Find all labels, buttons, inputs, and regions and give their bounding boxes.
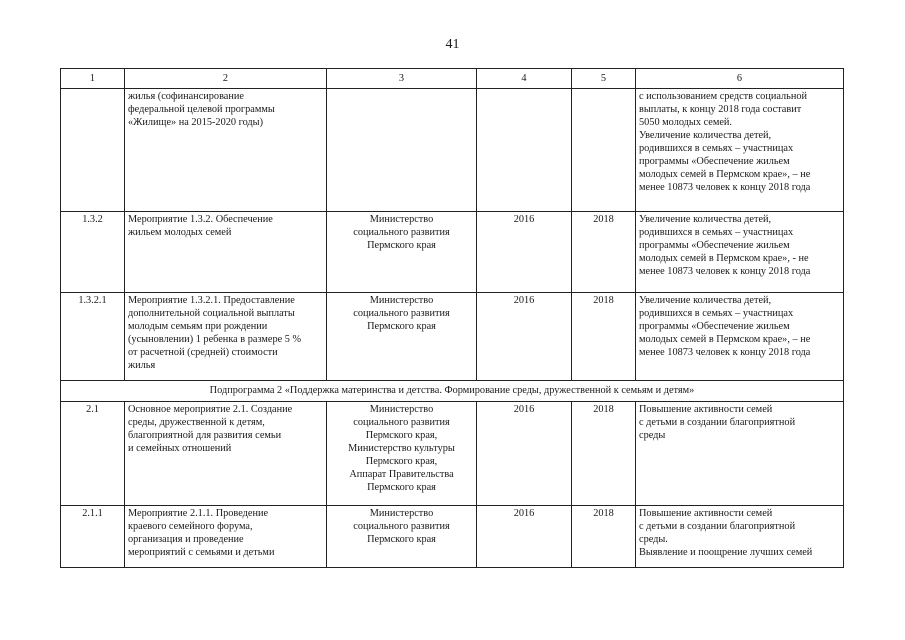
table-header-row <box>61 69 844 89</box>
row-name-cell: Основное мероприятие 2.1. Создание среды, дружественной к детям, благоприятной для развития семьи и семейных отношений <box>125 402 327 506</box>
row-end-cell <box>572 89 636 212</box>
table-row <box>61 506 844 568</box>
row-start-cell: 2016 <box>477 506 572 568</box>
row-name-cell: жилья (софинансирование федеральной целевой программы «Жилище» на 2015-2020 годы) <box>125 89 327 212</box>
header-cell: 3 <box>327 69 477 89</box>
row-result-cell: с использованием средств социальной выплаты, к концу 2018 года составит 5050 молодых семей. Увеличение количества детей, родившихся в семьях – участницах программы «Обеспечение жильем молодых семей в Пермском крае», – не менее 10873 человек к концу 2018 года <box>636 89 844 212</box>
program-table <box>60 68 844 568</box>
page-number: 41 <box>445 37 460 52</box>
row-number-cell: 2.1 <box>61 402 125 506</box>
row-end-cell: 2018 <box>572 506 636 568</box>
row-result-cell: Повышение активности семей с детьми в создании благоприятной среды. Выявление и поощрение лучших семей <box>636 506 844 568</box>
header-cell: 4 <box>477 69 572 89</box>
subprogram-title: Подпрограмма 2 «Поддержка материнства и детства. Формирование среды, дружественной к семьям и детям» <box>61 381 844 402</box>
row-result-cell: Повышение активности семей с детьми в создании благоприятной среды <box>636 402 844 506</box>
row-start-cell <box>477 89 572 212</box>
row-result-cell: Увеличение количества детей, родившихся в семьях – участницах программы «Обеспечение жильем молодых семей в Пермском крае», - не менее 10873 человек к концу 2018 года <box>636 212 844 293</box>
table-row <box>61 89 844 212</box>
row-end-cell: 2018 <box>572 293 636 381</box>
row-number-cell <box>61 89 125 212</box>
row-executor-cell: Министерство социального развития Пермского края <box>327 212 477 293</box>
header-cell: 6 <box>636 69 844 89</box>
row-executor-cell: Министерство социального развития Пермского края, Министерство культуры Пермского края, Аппарат Правительства Пермского края <box>327 402 477 506</box>
row-executor-cell: Министерство социального развития Пермского края <box>327 293 477 381</box>
table-row <box>61 212 844 293</box>
subprogram-row <box>61 381 844 402</box>
row-number-cell: 1.3.2.1 <box>61 293 125 381</box>
row-executor-cell: Министерство социального развития Пермского края <box>327 506 477 568</box>
row-start-cell: 2016 <box>477 212 572 293</box>
row-start-cell: 2016 <box>477 402 572 506</box>
row-start-cell: 2016 <box>477 293 572 381</box>
row-end-cell: 2018 <box>572 212 636 293</box>
table-row <box>61 402 844 506</box>
row-number-cell: 1.3.2 <box>61 212 125 293</box>
row-executor-cell <box>327 89 477 212</box>
row-number-cell: 2.1.1 <box>61 506 125 568</box>
header-cell: 2 <box>125 69 327 89</box>
table-row <box>61 293 844 381</box>
header-cell: 1 <box>61 69 125 89</box>
row-end-cell: 2018 <box>572 402 636 506</box>
header-cell: 5 <box>572 69 636 89</box>
row-result-cell: Увеличение количества детей, родившихся в семьях – участницах программы «Обеспечение жильем молодых семей в Пермском крае», – не менее 10873 человек к концу 2018 года <box>636 293 844 381</box>
row-name-cell: Мероприятие 1.3.2.1. Предоставление дополнительной социальной выплаты молодым семьям при рождении (усыновлении) 1 ребенка в размере 5 % от расчетной (средней) стоимости жилья <box>125 293 327 381</box>
row-name-cell: Мероприятие 1.3.2. Обеспечение жильем молодых семей <box>125 212 327 293</box>
row-name-cell: Мероприятие 2.1.1. Проведение краевого семейного форума, организация и проведение мероприятий с семьями и детьми <box>125 506 327 568</box>
